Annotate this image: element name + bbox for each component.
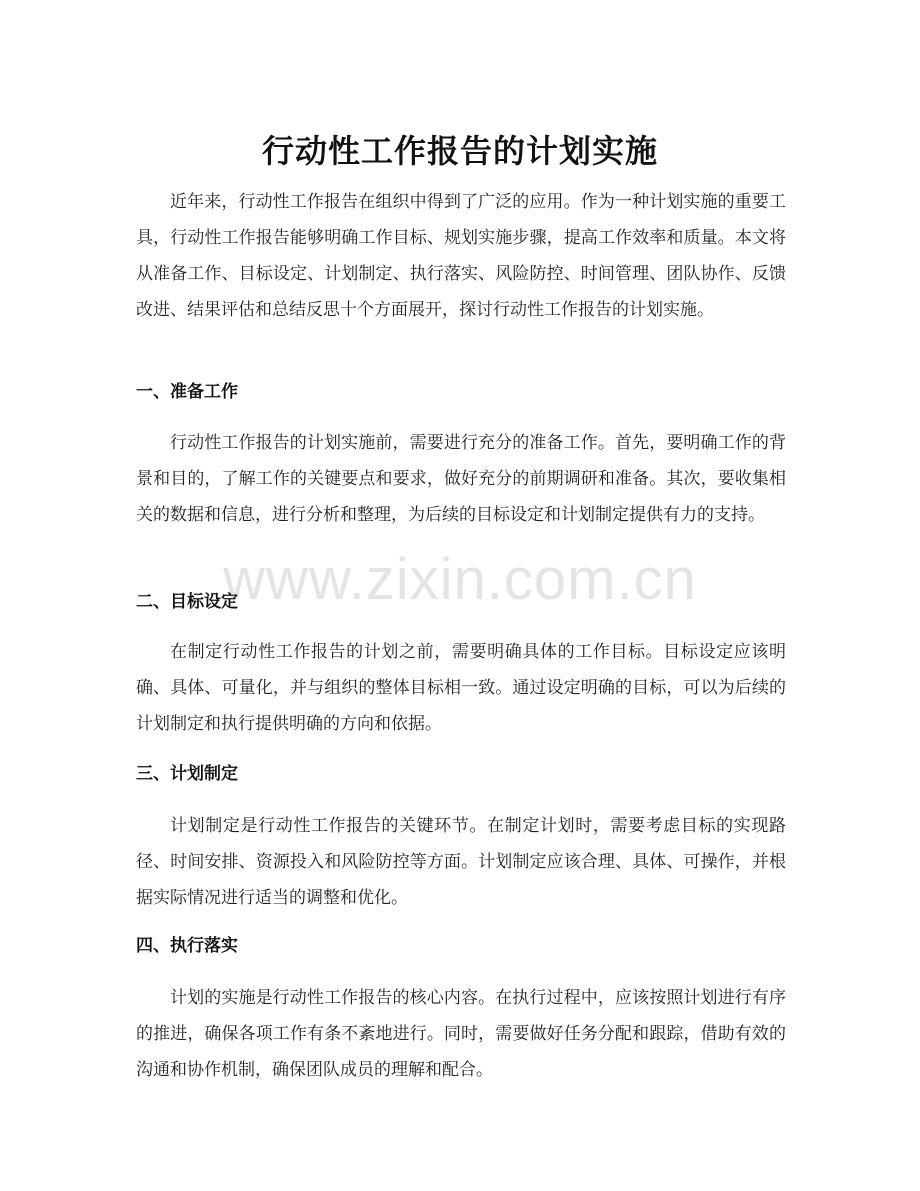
section-body-execution: 计划的实施是行动性工作报告的核心内容。在执行过程中，应该按照计划进行有序的推进，确保各项工作有条不紊地进行。同时，需要做好任务分配和跟踪，借助有效的沟通和协作机制，确保团队成员的理解和配合。 bbox=[136, 988, 786, 1080]
document-title: 行动性工作报告的计划实施 bbox=[261, 132, 658, 171]
section-heading-preparation: 一、准备工作 bbox=[136, 382, 238, 402]
section-body-goal-setting: 在制定行动性工作报告的计划之前，需要明确具体的工作目标。目标设定应该明确、具体、可量化，并与组织的整体目标相一致。通过设定明确的目标，可以为后续的计划制定和执行提供明确的方向和依据。 bbox=[136, 642, 786, 734]
section-heading-planning: 三、计划制定 bbox=[136, 764, 238, 784]
site-watermark: www.zixin.com.cn bbox=[223, 547, 697, 612]
section-heading-execution: 四、执行落实 bbox=[136, 936, 238, 956]
section-heading-goal-setting: 二、目标设定 bbox=[136, 592, 238, 612]
section-body-preparation: 行动性工作报告的计划实施前，需要进行充分的准备工作。首先，要明确工作的背景和目的，了解工作的关键要点和要求，做好充分的前期调研和准备。其次，要收集相关的数据和信息，进行分析和整理，为后续的目标设定和计划制定提供有力的支持。 bbox=[136, 433, 786, 525]
section-body-planning: 计划制定是行动性工作报告的关键环节。在制定计划时，需要考虑目标的实现路径、时间安排、资源投入和风险防控等方面。计划制定应该合理、具体、可操作，并根据实际情况进行适当的调整和优化。 bbox=[136, 816, 786, 908]
intro-paragraph: 近年来，行动性工作报告在组织中得到了广泛的应用。作为一种计划实施的重要工具，行动性工作报告能够明确工作目标、规划实施步骤，提高工作效率和质量。本文将从准备工作、目标设定、计划制定、执行落实、风险防控、时间管理、团队协作、反馈改进、结果评估和总结反思十个方面展开，探讨行动性工作报告的计划实施。 bbox=[136, 192, 786, 320]
